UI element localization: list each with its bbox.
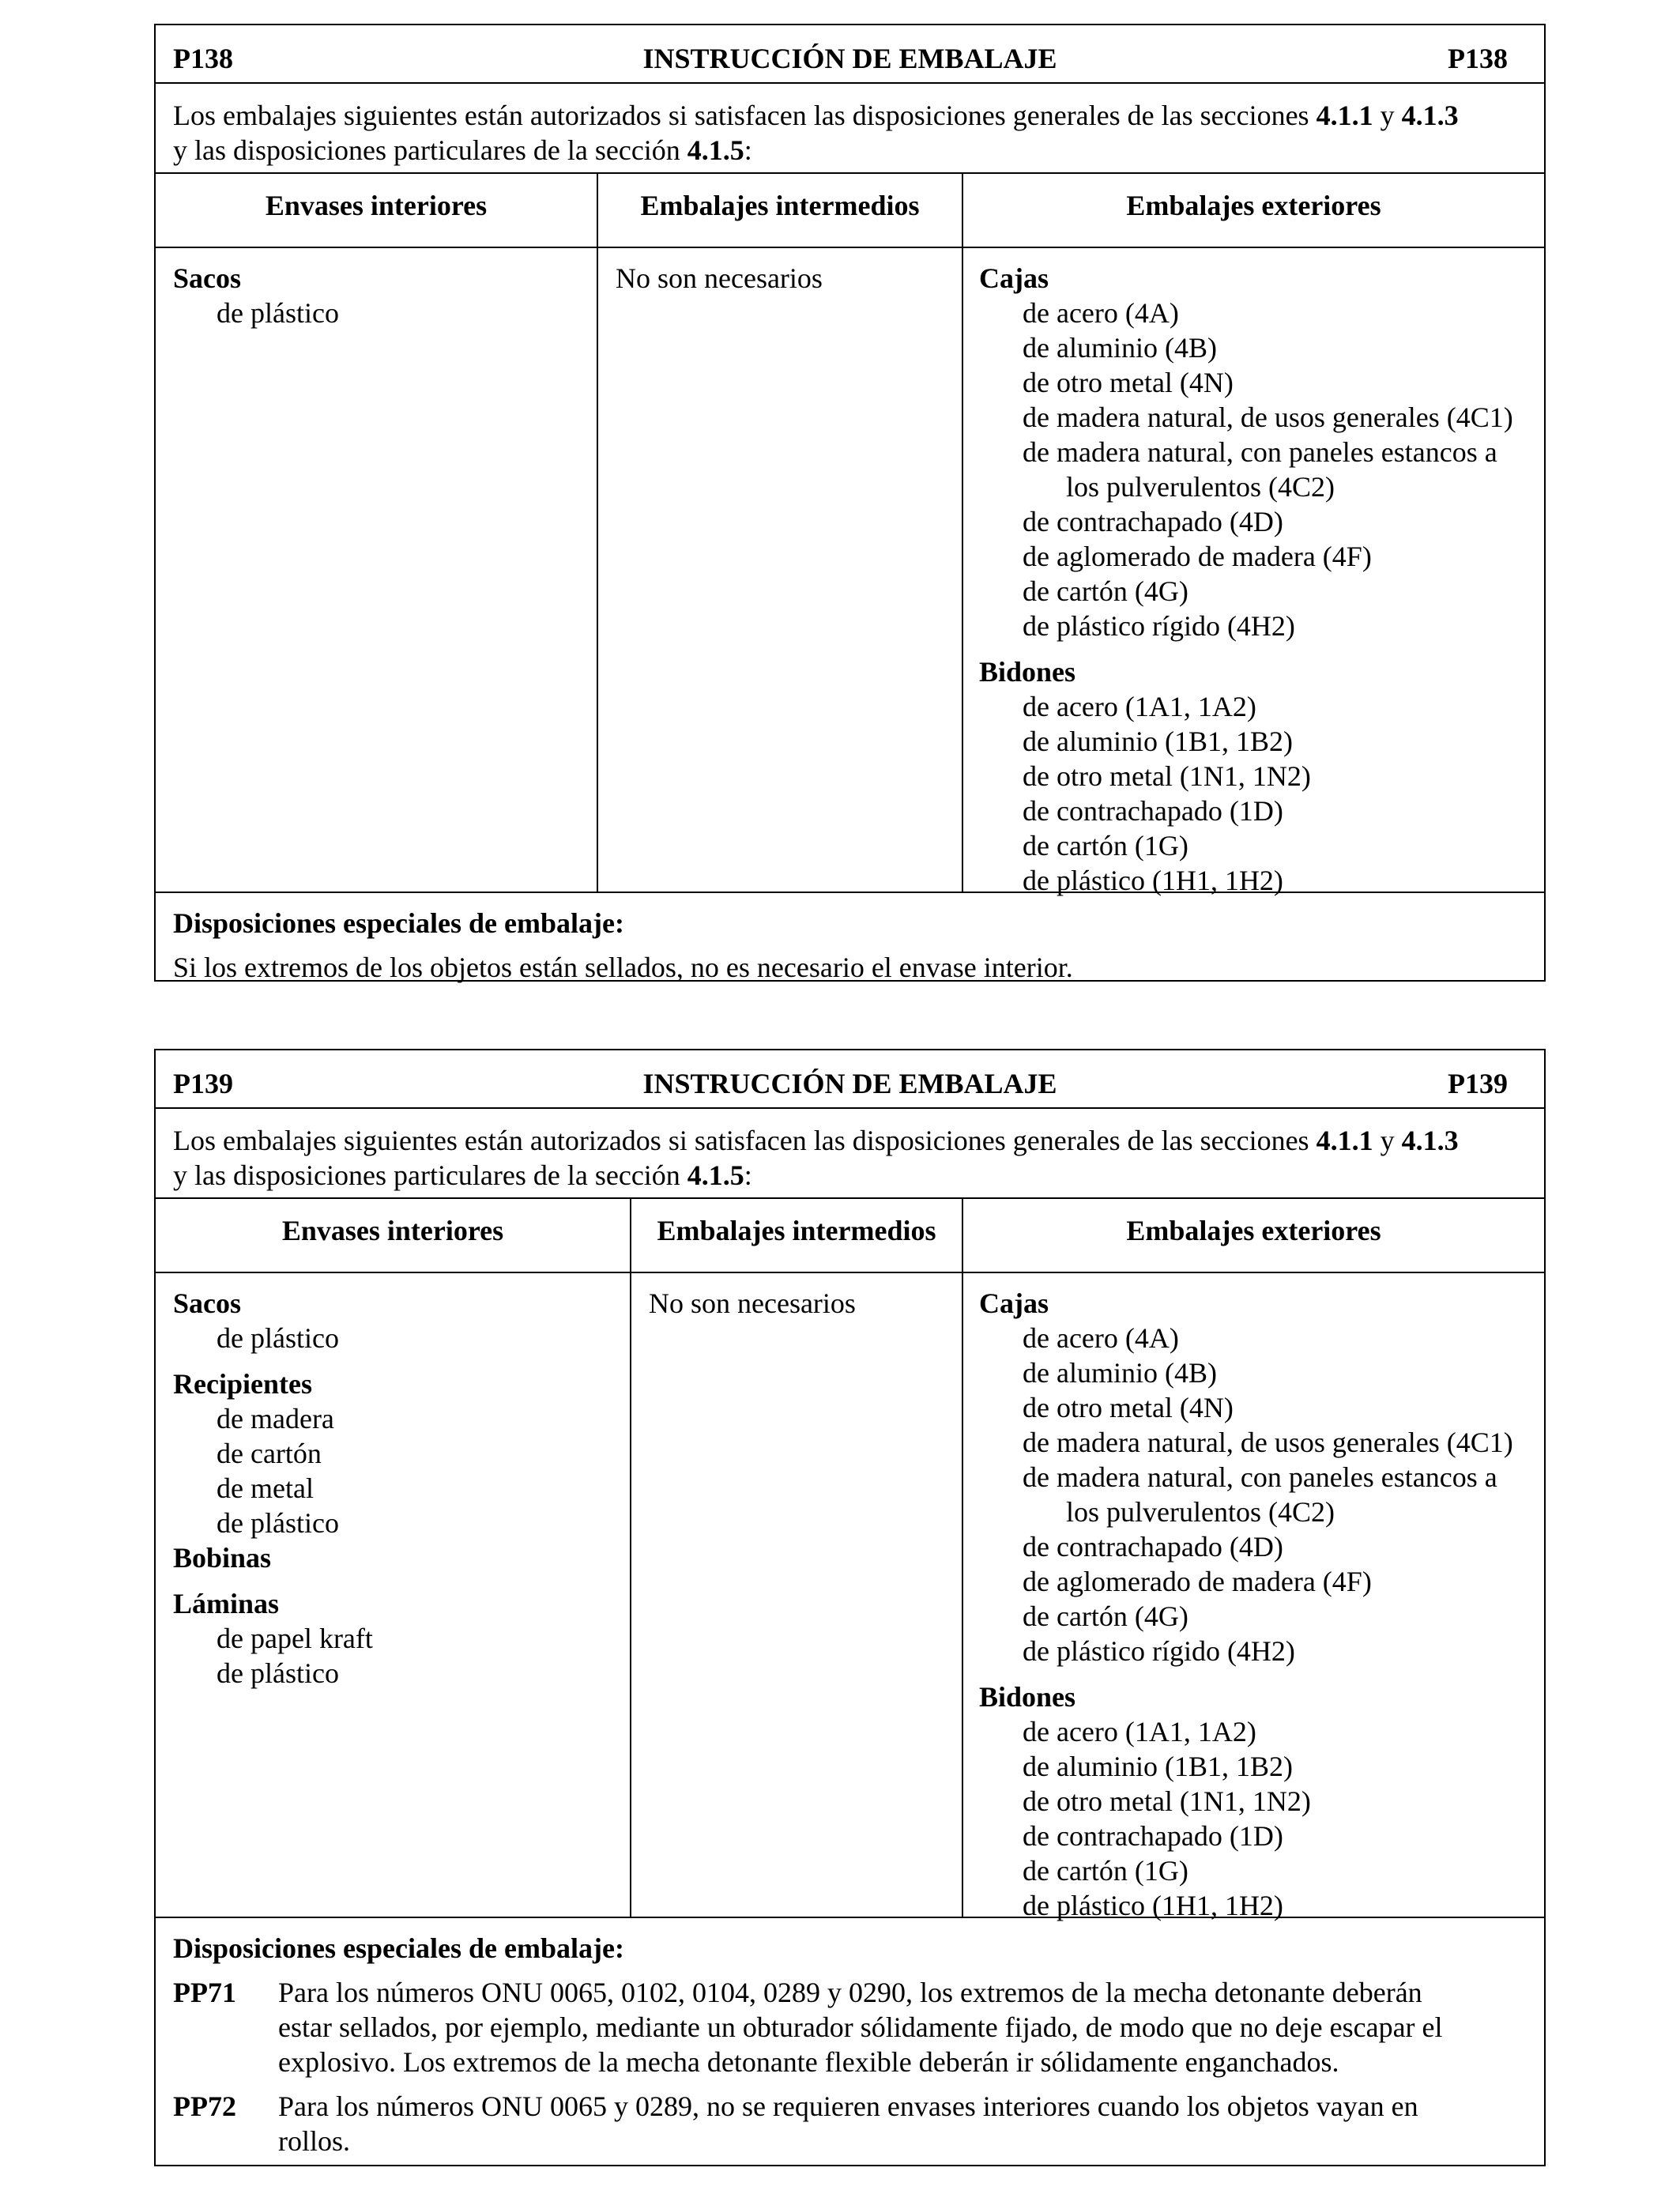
packaging-group [173, 1540, 622, 1575]
instruction-header [156, 25, 1544, 82]
special-provisions-heading: Disposiciones especiales de embalaje: [173, 907, 624, 939]
packing-instruction-p138 [154, 24, 1546, 982]
group-item: de acero (1A1, 1A2) [1023, 1716, 1256, 1747]
intro-text: Los embalajes siguientes están autorizados si satisfacen las disposiciones generales de las secciones [173, 1125, 1317, 1156]
packaging-body-row [156, 247, 1544, 896]
packaging-group [173, 1586, 622, 1691]
intro-text: Los embalajes siguientes están autorizados si satisfacen las disposiciones generales de las secciones [173, 100, 1317, 131]
special-provisions-heading: Disposiciones especiales de embalaje: [173, 1932, 624, 1964]
col-header-intermediate: Embalajes intermedios [597, 174, 962, 247]
outer-packaging-cell [962, 1273, 1544, 1921]
col-header-outer: Embalajes exteriores [962, 174, 1544, 247]
provision-line: rollos. [278, 2125, 351, 2157]
group-item: de otro metal (1N1, 1N2) [1023, 1785, 1311, 1817]
intro-paragraph [156, 82, 1544, 172]
packaging-group [173, 1286, 622, 1355]
provision-line: Para los números ONU 0065 y 0289, no se requieren envases interiores cuando los objetos vayan en [278, 2090, 1418, 2122]
packing-instruction-p139 [154, 1049, 1546, 2166]
col-header-inner: Envases interiores [265, 190, 488, 221]
col-header-intermediate: Embalajes intermedios [630, 1199, 962, 1272]
group-heading: Cajas [979, 262, 1049, 294]
intro-section-ref: 4.1.5 [687, 1159, 744, 1191]
intro-text: y [1373, 1125, 1402, 1156]
provision-line: Para los números ONU 0065, 0102, 0104, 0289 y 0290, los extremos de la mecha detonante deberán [278, 1977, 1422, 2008]
group-item: de plástico (1H1, 1H2) [1023, 865, 1283, 896]
intermediate-text: No son necesarios [649, 1287, 856, 1319]
intro-text: y [1373, 100, 1402, 131]
packaging-group [979, 261, 1536, 643]
packaging-group [173, 1367, 622, 1540]
provision-line: estar sellados, por ejemplo, mediante un obturador sólidamente fijado, de modo que no deje escapar el [278, 2011, 1443, 2043]
group-item: los pulverulentos (4C2) [1066, 471, 1335, 503]
intro-paragraph [156, 1107, 1544, 1197]
group-item: de cartón (4G) [1023, 575, 1188, 607]
intro-section-ref: 4.1.5 [687, 134, 744, 166]
instruction-title: INSTRUCCIÓN DE EMBALAJE [642, 1068, 1057, 1099]
instruction-code-right: P138 [1448, 43, 1508, 74]
group-item: de plástico rígido (4H2) [1023, 610, 1295, 642]
inner-packaging-cell [156, 248, 597, 892]
group-item: de madera natural, de usos generales (4C1) [1023, 1427, 1513, 1458]
provision-item [173, 2089, 1528, 2158]
group-heading: Bidones [979, 656, 1076, 688]
packaging-group [173, 261, 589, 330]
group-item: de otro metal (4N) [1023, 367, 1234, 398]
group-item: de contrachapado (4D) [1023, 1531, 1283, 1563]
column-header-row [156, 172, 1544, 247]
intro-text: y las disposiciones particulares de la sección [173, 1159, 687, 1191]
group-item: de acero (4A) [1023, 1322, 1179, 1354]
packaging-body-row [156, 1272, 1544, 1921]
intro-section-ref: 4.1.1 [1316, 1125, 1373, 1156]
packaging-group [979, 1286, 1536, 1668]
group-item: de cartón (4G) [1023, 1600, 1188, 1632]
group-item: de plástico [217, 1322, 339, 1354]
group-heading: Bobinas [173, 1542, 272, 1574]
intro-section-ref: 4.1.3 [1401, 1125, 1459, 1156]
col-header-inner: Envases interiores [281, 1215, 504, 1246]
instruction-title: INSTRUCCIÓN DE EMBALAJE [642, 43, 1057, 74]
group-item: de acero (1A1, 1A2) [1023, 691, 1256, 722]
group-item: de cartón [217, 1438, 322, 1469]
col-header-outer: Embalajes exteriores [962, 1199, 1544, 1272]
group-item: de contrachapado (4D) [1023, 506, 1283, 537]
group-heading: Cajas [979, 1287, 1049, 1319]
intro-line-1 [173, 98, 1528, 133]
group-item: de madera [217, 1403, 334, 1434]
group-item: de aluminio (1B1, 1B2) [1023, 726, 1293, 757]
provision-code: PP71 [173, 1977, 236, 2008]
group-item: de contrachapado (1D) [1023, 1820, 1283, 1852]
group-item: de aluminio (1B1, 1B2) [1023, 1751, 1293, 1782]
group-item: de acero (4A) [1023, 297, 1179, 329]
intermediate-text: No son necesarios [616, 262, 823, 294]
provision-line: explosivo. Los extremos de la mecha detonante flexible deberán ir sólidamente enganchados. [278, 2046, 1339, 2078]
intro-section-ref: 4.1.1 [1316, 100, 1373, 131]
group-heading: Láminas [173, 1588, 280, 1619]
intro-text: y las disposiciones particulares de la sección [173, 134, 687, 166]
group-item: de cartón (1G) [1023, 1855, 1188, 1887]
special-provisions [156, 1917, 1544, 2165]
provision-item [173, 1975, 1528, 2079]
intro-line-2 [173, 1158, 1528, 1193]
group-item: de plástico rígido (4H2) [1023, 1635, 1295, 1667]
group-item: de cartón (1G) [1023, 830, 1188, 861]
intermediate-packaging-cell [630, 1273, 962, 1917]
instruction-code-left: P138 [173, 43, 233, 74]
group-item: de plástico (1H1, 1H2) [1023, 1890, 1283, 1921]
intro-text: : [744, 134, 752, 166]
intro-section-ref: 4.1.3 [1401, 100, 1459, 131]
group-heading: Bidones [979, 1681, 1076, 1713]
intro-line-2 [173, 133, 1528, 168]
group-item: de contrachapado (1D) [1023, 795, 1283, 827]
group-item: de aluminio (4B) [1023, 1357, 1217, 1389]
intermediate-packaging-cell [597, 248, 962, 892]
inner-packaging-cell [156, 1273, 630, 1917]
intro-text: : [744, 1159, 752, 1191]
intro-line-1 [173, 1123, 1528, 1158]
column-header-row [156, 1197, 1544, 1272]
group-heading: Sacos [173, 262, 242, 294]
group-item: de otro metal (1N1, 1N2) [1023, 760, 1311, 792]
group-item: de aluminio (4B) [1023, 332, 1217, 364]
group-item: de aglomerado de madera (4F) [1023, 541, 1372, 572]
group-item: de otro metal (4N) [1023, 1392, 1234, 1423]
group-heading: Recipientes [173, 1368, 312, 1400]
instruction-header [156, 1050, 1544, 1107]
group-item: de plástico [217, 1507, 339, 1539]
group-item: de papel kraft [217, 1623, 373, 1654]
instruction-code-left: P139 [173, 1068, 233, 1099]
group-heading: Sacos [173, 1287, 242, 1319]
group-item: de plástico [217, 1657, 339, 1689]
group-item: de metal [217, 1472, 314, 1504]
instruction-code-right: P139 [1448, 1068, 1508, 1099]
special-provisions [156, 892, 1544, 983]
outer-packaging-cell [962, 248, 1544, 896]
group-item: de madera natural, con paneles estancos a [1023, 436, 1497, 468]
group-item: de madera natural, con paneles estancos a [1023, 1461, 1497, 1493]
group-item: de madera natural, de usos generales (4C1) [1023, 401, 1513, 433]
packaging-group [979, 1679, 1536, 1923]
group-item: de plástico [217, 297, 339, 329]
special-provisions-text: Si los extremos de los objetos están sellados, no es necesario el envase interior. [173, 952, 1073, 983]
group-item: los pulverulentos (4C2) [1066, 1496, 1335, 1528]
packaging-group [979, 654, 1536, 898]
provision-code: PP72 [173, 2090, 236, 2122]
group-item: de aglomerado de madera (4F) [1023, 1566, 1372, 1597]
